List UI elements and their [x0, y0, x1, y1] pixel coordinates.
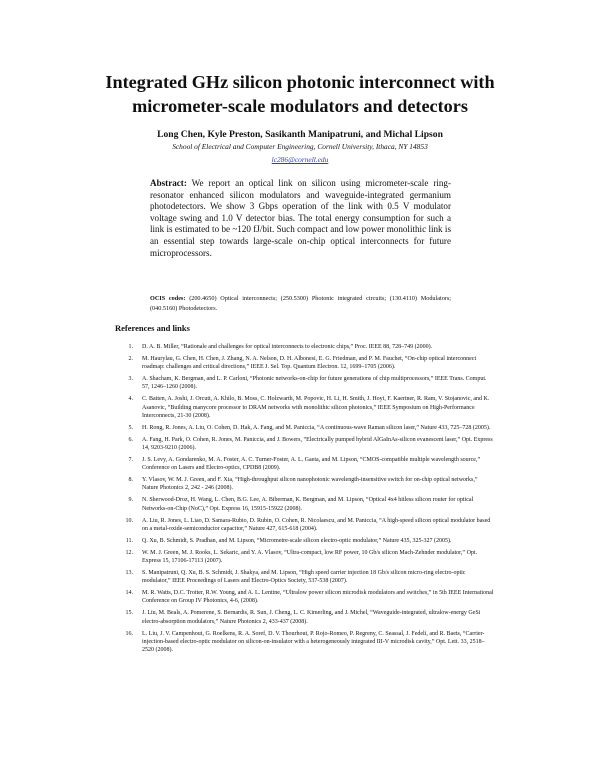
email-line — [50, 155, 550, 165]
reference-number: 7. — [128, 457, 133, 464]
abstract — [150, 178, 451, 259]
reference-text: Y. Vlasov, W. M. J. Green, and F. Xia, “High-throughput silicon nanophotonic wavelength-insensitive switch for on-chip optical networks,” Nature Photonics 2, 242 - 246 (2008). — [142, 477, 478, 492]
reference-text: J. S. Levy, A. Gondarenko, M. A. Foster, A. C. Turner-Foster, A. L. Gaeta, and M. Lipson, “CMOS-compatible multiple wavelength source,” Conference on Lasers and Electro-optics, CPDB8 (2009). — [142, 457, 481, 472]
reference-item — [115, 609, 495, 625]
reference-item — [115, 476, 495, 492]
reference-item — [115, 549, 495, 565]
reference-number: 3. — [128, 376, 133, 383]
title-line-1: Integrated GHz silicon photonic interconnect with — [105, 72, 495, 92]
reference-item — [115, 569, 495, 585]
reference-list — [115, 343, 495, 658]
reference-number: 8. — [128, 477, 133, 484]
paper-title — [50, 70, 550, 118]
reference-number: 2. — [128, 356, 133, 362]
reference-item — [115, 537, 495, 545]
reference-number: 16. — [125, 630, 133, 637]
abstract-label: Abstract: — [150, 178, 187, 188]
reference-text: H. Rong, R. Jones, A. Liu, O. Cohen, D. Hak, A. Fang, and M. Paniccia, “A continuous-wave Raman silicon laser,” Nature 433, 725–728 (2005). — [142, 424, 491, 431]
title-line-2: micrometer-scale modulators and detectors — [132, 96, 468, 116]
reference-number: 15. — [125, 610, 133, 617]
reference-item — [115, 496, 495, 512]
reference-number: 5. — [128, 424, 133, 431]
reference-item — [115, 630, 495, 655]
reference-item — [115, 355, 495, 371]
reference-item — [115, 343, 495, 351]
reference-item — [115, 517, 495, 533]
abstract-text: We report an optical link on silicon using micrometer-scale ring-resonator enhanced silicon modulators and waveguide-integrated germanium photodetectors. We show 3 Gbps operation of the link with 0.5 V modulator voltage swing and 1.0 V detector bias. The total energy consumption for such a link is estimated to be ~120 fJ/bit. Such compact and low power monolithic link is an essential step towards large-scale on-chip optical interconnects for future microprocessors. — [150, 178, 452, 258]
reference-text: N. Sherwood-Droz, H. Wang, L. Chen, B.G. Lee, A. Biberman, K. Bergman, and M. Lipson, “Optical 4x4 hitless silicon router for optical Networks-on-Chip (NoC),” Opt. Express 16, 15915-15922 (2008). — [142, 497, 474, 512]
ocis-codes — [150, 294, 451, 313]
reference-number: 6. — [128, 436, 133, 443]
reference-item — [115, 395, 495, 420]
reference-text: W. M. J. Green, M. J. Rooks, L. Sekaric, and Y. A. Vlasov, “Ultra-compact, low RF power, 10 Gb/s silicon Mach-Zehnder modulator,” Opt. Express 15, 17106-17113 (2007). — [142, 549, 478, 565]
reference-text: M. Haurylau, G. Chen, H. Chen, J. Zhang, N. A. Nelson, D. H. Albonesi, E. G. Friedman, and P. M. Fauchet, “On-chip optical interconnect roadmap: challenges and critical directions,” IEEE J. Sel. Top. Quantum Electron. 12, 1699–1705 (2006). — [142, 356, 477, 371]
reference-text: J. Liu, M. Beals, A. Pomerene, S. Bernardis, R. Sun, J. Cheng, L. C. Kimerling, and J. Michel, “Waveguide-integrated, ultralow-energy GeSi electro-absorption modulators,” Nature Photonics 2, 433-437 (2008). — [142, 610, 481, 625]
author-list: Long Chen, Kyle Preston, Sasikanth Manipatruni, and Michal Lipson — [157, 129, 443, 140]
reference-number: 14. — [125, 590, 133, 597]
reference-item — [115, 375, 495, 391]
reference-text: L. Liu, J. V. Campenhout, G. Roelkens, R. A. Soref, D. V. Thourhout, P. Rojo-Romeo, P. Regreny, C. Seassal, J. Fedeli, and R. Baets, “Carrier-injection-based electro-optic modulator on silicon-on-insulator with a heterogeneously integrated III-V microdisk cavity,” Opt. Lett. 33, 2518–2520 (2008). — [142, 630, 485, 654]
reference-number: 10. — [125, 517, 133, 524]
reference-text: C. Batten, A. Joshi, J. Orcutt, A. Khilo, B. Moss, C. Holzwarth, M. Popovic, H. Li, H. Smith, J. Hoyt, F. Kaertner, R. Ram, V. Stojanovic, and K. Asanovic, “Building manycore processor to DRAM networks with monolithic silicon photonics,” IEEE Symposium on High-Performance Interconnects, 21-30 (2008). — [142, 396, 490, 419]
reference-number: 9. — [128, 497, 133, 504]
reference-number: 12. — [125, 549, 133, 556]
reference-item — [115, 424, 495, 432]
reference-item — [115, 436, 495, 452]
email-link[interactable]: lc286@cornell.edu — [271, 155, 329, 164]
ocis-label: OCIS codes: — [150, 295, 186, 302]
ocis-text: (200.4650) Optical interconnects; (250.5300) Photonic integrated circuits; (130.4110) Modulators; (040.5160) Photodetectors. — [150, 295, 451, 312]
reference-number: 4. — [128, 396, 133, 403]
affiliation: School of Electrical and Computer Engineering, Cornell University, Ithaca, NY 14853 — [172, 142, 428, 151]
reference-text: M. R. Watts, D.C. Trotter, R.W. Young, and A. L. Lentine, “Ultralow power silicon microdisk modulators and switches,” in 5th IEEE International Conference on Group IV Photonics, 4-6, (2008). — [142, 590, 494, 605]
reference-text: D. A. B. Miller, “Rationale and challenges for optical interconnects to electronic chips,” Proc. IEEE 88, 728–749 (2000). — [142, 344, 433, 350]
reference-item — [115, 589, 495, 605]
reference-text: S. Manipatruni, Q. Xu, B. S. Schmidt, J. Shakya, and M. Lipson, “High speed carrier injection 18 Gb/s silicon micro-ring electro-optic modulator,” IEEE Proceedings of Lasers and Electro-Optics Society, 537-538 (2007). — [142, 570, 466, 585]
reference-item — [115, 456, 495, 472]
reference-number: 1. — [128, 344, 133, 350]
reference-number: 13. — [125, 570, 133, 577]
reference-text: A. Liu, R. Jones, L. Liao, D. Samara-Rubio, D. Rubin, O. Cohen, R. Nicolaescu, and M. Paniccia, “A high-speed silicon optical modulator based on a metal-oxide-semiconductor capacitor,” Nature 427, 615-618 (2004). — [142, 517, 491, 532]
reference-number: 11. — [125, 537, 133, 544]
references-heading: References and links — [115, 323, 190, 333]
reference-text: A. Fang, H. Park, O. Cohen, R. Jones, M. Paniccia, and J. Bowers, “Electrically pumped hybrid AlGaInAs-silicon evanescent laser,” Opt. Express 14, 9203-9210 (2006). — [142, 436, 493, 452]
reference-text: A. Shacham, K. Bergman, and L. P. Carloni, “Photonic networks-on-chip for future generations of chip multiprocessors,” IEEE Trans. Comput. 57, 1246–1260 (2008). — [142, 376, 487, 391]
reference-text: Q. Xu, B. Schmidt, S. Pradhan, and M. Lipson, “Micrometre-scale silicon electro-optic modulator,” Nature 435, 325-327 (2005). — [142, 537, 452, 544]
